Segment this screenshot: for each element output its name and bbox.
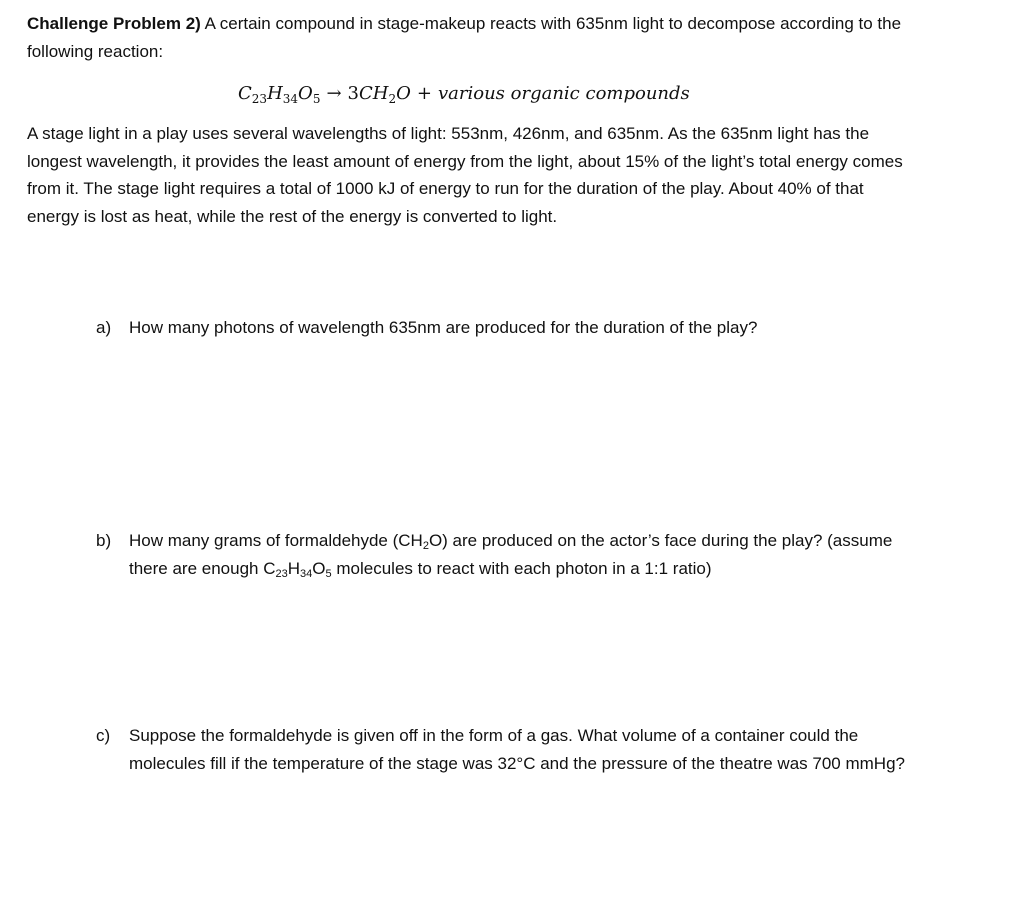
product-o: O <box>396 83 411 104</box>
intro-text: A certain compound in stage-makeup reacts with 635nm light to decompose according to the following reaction: <box>27 14 902 61</box>
question-b-text-part-3: molecules to react with each photon in a 1:1 ratio) <box>331 558 712 578</box>
formaldehyde-subscript: 2 <box>422 540 429 552</box>
compound-c-subscript: 23 <box>275 567 288 580</box>
reactant-o: O <box>298 83 313 104</box>
product-h-subscript: 2 <box>388 92 397 106</box>
question-c-letter: c) <box>96 726 111 745</box>
question-b-letter: b) <box>96 531 112 550</box>
reaction-equation <box>238 80 758 108</box>
question-a-letter: a) <box>96 318 112 337</box>
reactant-o-subscript: 5 <box>312 92 321 106</box>
question-b-text-part-2: O) are produced on the actor’s face during the play? (assume there are enough C <box>129 531 893 578</box>
question-c-text: Suppose the formaldehyde is given off in the form of a gas. What volume of a container could the molecules fill if the temperature of the stage was 32°C and the pressure of the theatre was 700 mmHg? <box>129 726 905 773</box>
compound-h: H <box>287 558 301 578</box>
compound-h-subscript: 34 <box>300 567 313 580</box>
question-a-text: How many photons of wavelength 635nm are produced for the duration of the play? <box>129 318 758 337</box>
product-c: C <box>359 83 373 104</box>
problem-heading: Challenge Problem 2) <box>27 14 201 33</box>
intro-paragraph <box>27 10 907 65</box>
compound-o: O <box>312 558 326 578</box>
reactant-h-subscript: 34 <box>282 92 299 106</box>
question-b-text-part-1: How many grams of formaldehyde (CH <box>129 531 423 550</box>
product-h: H <box>372 83 389 104</box>
plus-sign: + <box>416 83 432 104</box>
compound-o-subscript: 5 <box>325 567 332 580</box>
reactant-h: H <box>267 83 283 104</box>
question-b-text <box>129 527 919 582</box>
scenario-paragraph: A stage light in a play uses several wavelengths of light: 553nm, 426nm, and 635nm. As the 635nm light has the longest wavelength, it provides the least amount of energy from the light, about 15% of the light’s total energy comes from it. The stage light requires a total of 1000 kJ of energy to run for the duration of the play. About 40% of that energy is lost as heat, while the rest of the energy is converted to light. <box>27 124 903 226</box>
reactant-c-subscript: 23 <box>251 92 268 106</box>
reactant-c: C <box>238 83 252 104</box>
other-products: various organic compounds <box>437 83 690 104</box>
reaction-arrow: → <box>326 83 342 104</box>
product-coefficient: 3 <box>347 83 359 104</box>
